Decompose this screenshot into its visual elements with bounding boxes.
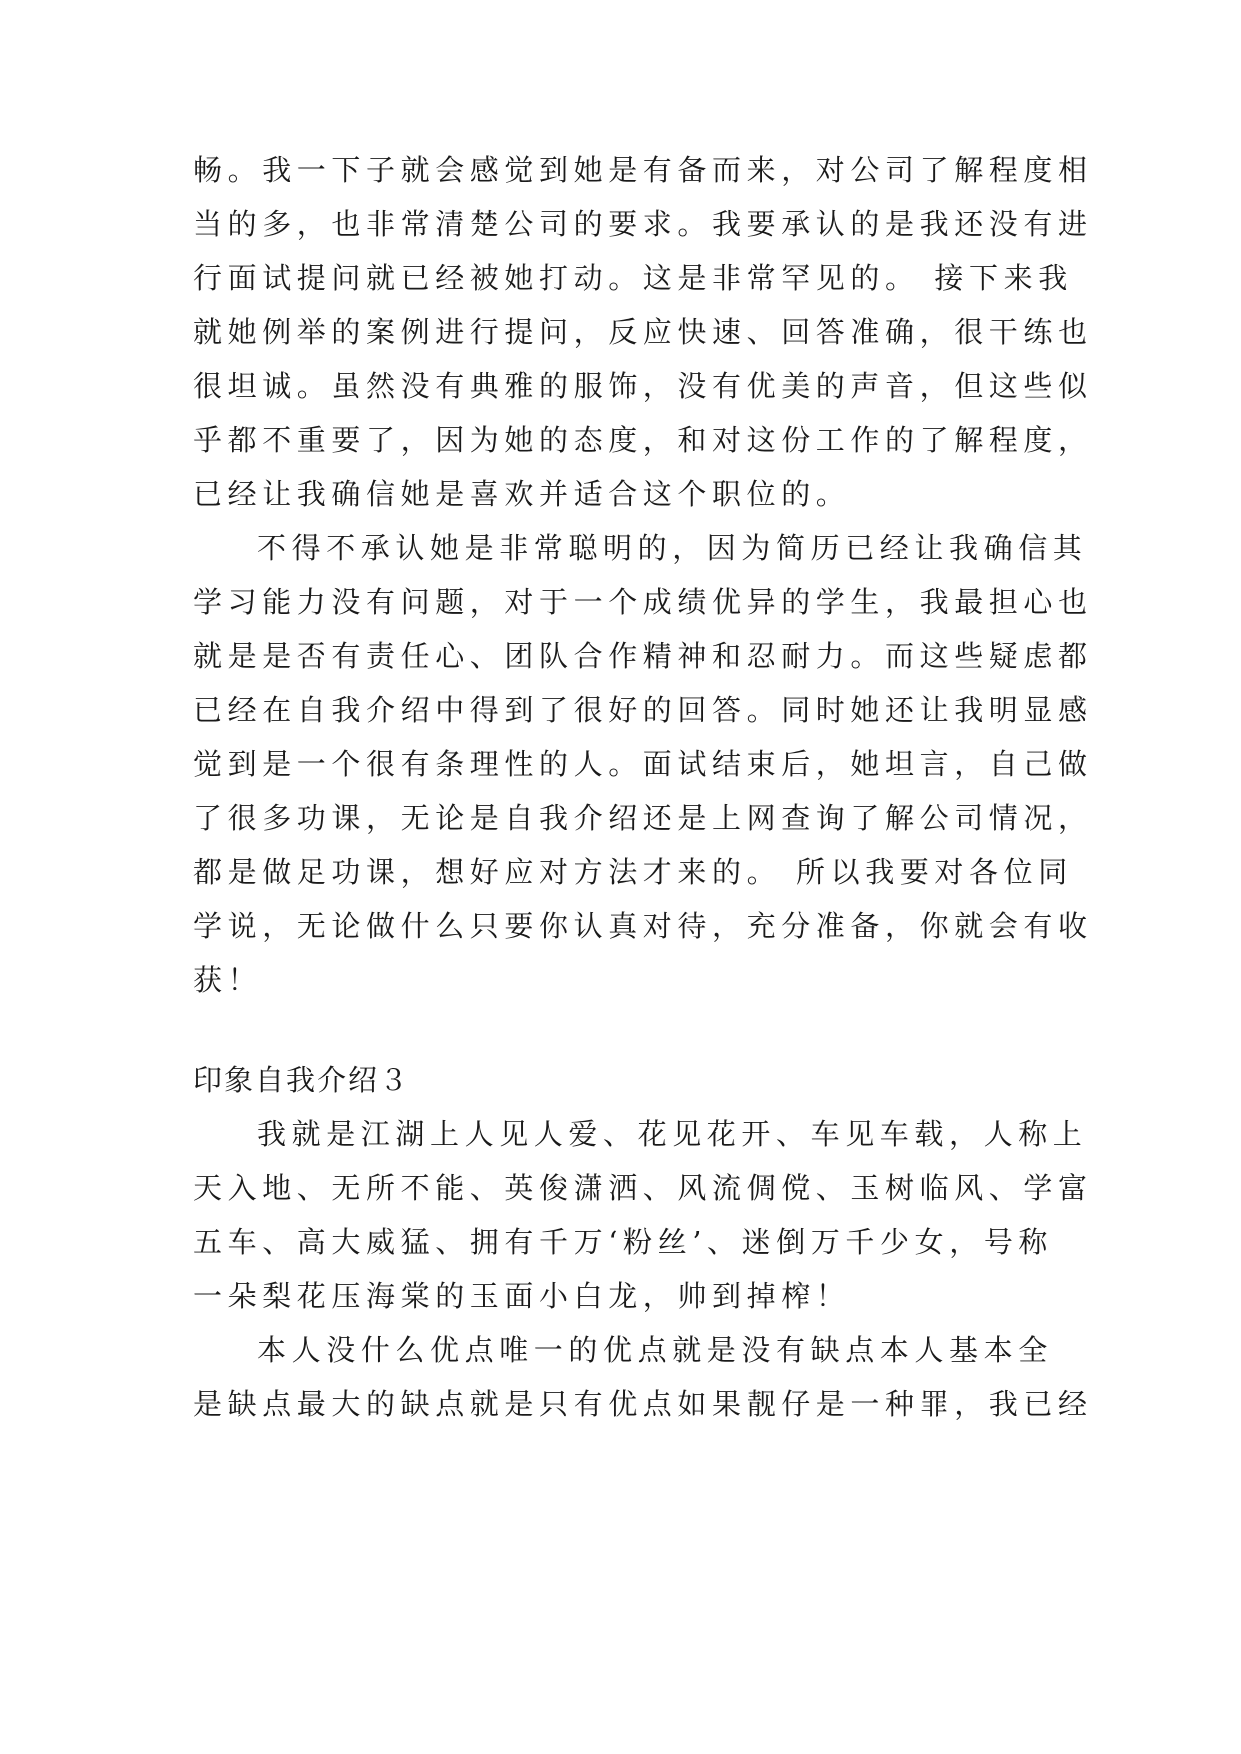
paragraph-line: 当的多，也非常清楚公司的要求。我要承认的是我还没有进 xyxy=(193,207,1093,241)
paragraph-line: 学习能力没有问题，对于一个成绩优异的学生，我最担心也 xyxy=(193,585,1093,619)
paragraph-line: 是缺点最大的缺点就是只有优点如果靓仔是一种罪，我已经 xyxy=(193,1387,1093,1421)
paragraph-line: 一朵梨花压海棠的玉面小白龙，帅到掉榨！ xyxy=(193,1279,851,1313)
paragraph-line: 觉到是一个很有条理性的人。面试结束后，她坦言，自己做 xyxy=(193,747,1093,781)
paragraph-line: 已经在自我介绍中得到了很好的回答。同时她还让我明显感 xyxy=(193,693,1093,727)
paragraph-line: 行面试提问就已经被她打动。这是非常罕见的。 接下来我 xyxy=(193,261,1073,295)
paragraph-line: 学说，无论做什么只要你认真对待，充分准备，你就会有收 xyxy=(193,909,1093,943)
paragraph-line: 畅。我一下子就会感觉到她是有备而来，对公司了解程度相 xyxy=(193,153,1093,187)
paragraph-line: 都是做足功课，想好应对方法才来的。 所以我要对各位同 xyxy=(193,855,1073,889)
paragraph-line: 我就是江湖上人见人爱、花见花开、车见车载，人称上 xyxy=(257,1117,1088,1151)
paragraph-line: 就是是否有责任心、团队合作精神和忍耐力。而这些疑虑都 xyxy=(193,639,1093,673)
paragraph-line: 五车、高大威猛、拥有千万‘粉丝’、迷倒万千少女，号称 xyxy=(193,1225,1054,1259)
paragraph-line: 不得不承认她是非常聪明的，因为简历已经让我确信其 xyxy=(257,531,1088,565)
paragraph-line: 就她例举的案例进行提问，反应快速、回答准确，很干练也 xyxy=(193,315,1093,349)
paragraph-line: 已经让我确信她是喜欢并适合这个职位的。 xyxy=(193,477,851,511)
section-heading: 印象自我介绍３ xyxy=(193,1063,411,1097)
paragraph-line: 乎都不重要了，因为她的态度，和对这份工作的了解程度， xyxy=(193,423,1093,457)
paragraph-line: 获！ xyxy=(193,963,263,997)
paragraph-line: 很坦诚。虽然没有典雅的服饰，没有优美的声音，但这些似 xyxy=(193,369,1093,403)
paragraph-line: 了很多功课，无论是自我介绍还是上网查询了解公司情况， xyxy=(193,801,1093,835)
paragraph-line: 本人没什么优点唯一的优点就是没有缺点本人基本全 xyxy=(257,1333,1053,1367)
paragraph-line: 天入地、无所不能、英俊潇洒、风流倜傥、玉树临风、学富 xyxy=(193,1171,1093,1205)
